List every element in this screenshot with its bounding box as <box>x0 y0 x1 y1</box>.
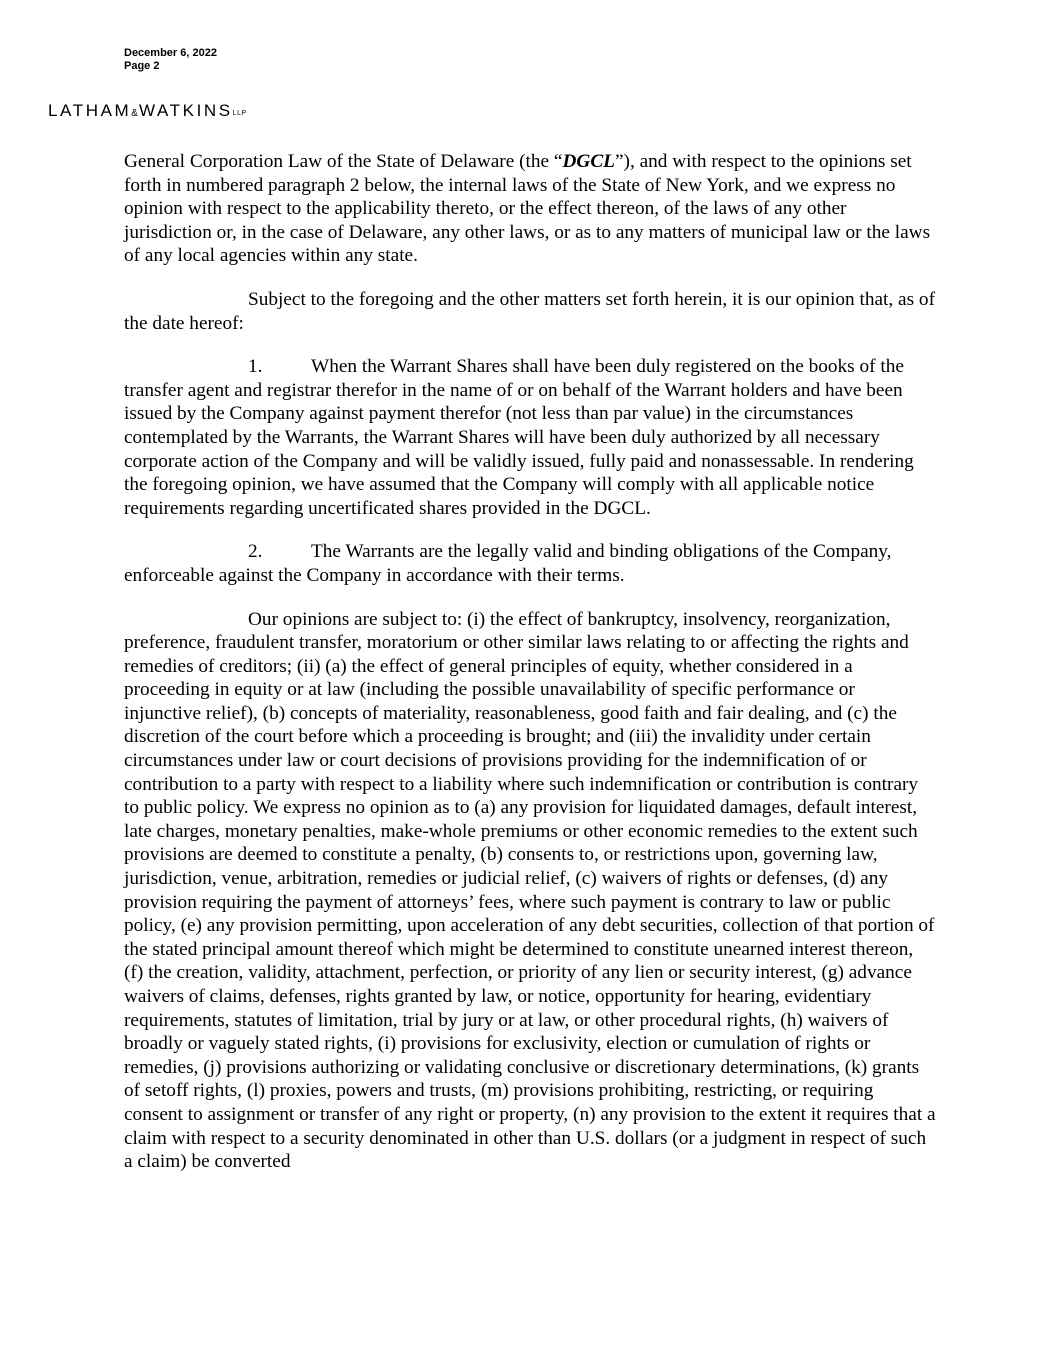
paragraph-number: 1. <box>248 356 263 378</box>
paragraph-text: Subject to the foregoing and the other matters set forth herein, it is our opinion that, as of the date hereof: <box>124 288 935 334</box>
letter-body <box>124 150 936 1194</box>
defined-term-dgcl: DGCL <box>562 151 615 172</box>
header-date: December 6, 2022 <box>124 47 217 59</box>
header-page-number: Page 2 <box>124 60 160 72</box>
paragraph-governing-law <box>124 150 936 268</box>
paragraph-text: Our opinions are subject to: (i) the effect of bankruptcy, insolvency, reorganization, preference, fraudulent transfer, moratorium or other similar laws relating to or affecting the rights and remedies of creditors; (ii) (a) the effect of general principles of equity, whether considered in a proceeding in equity or at law (including the possible unavailability of specific performance or injunctive relief), (b) concepts of materiality, reasonableness, good faith and fair dealing, and (c) the discretion of the court before which a proceeding is brought; and (iii) the invalidity under certain circumstances under law or court decisions of provisions providing for the indemnification of or contribution to a party with respect to a liability where such indemnification or contribution is contrary to public policy. We express no opinion as to (a) any provision for liquidated damages, default interest, late charges, monetary penalties, make-whole premiums or other economic remedies to the extent such provisions are deemed to constitute a penalty, (b) consents to, or restrictions upon, governing law, jurisdiction, venue, arbitration, remedies or judicial relief, (c) waivers of rights or defenses, (d) any provision requiring the payment of attorneys’ fees, where such payment is contrary to law or public policy, (e) any provision permitting, upon acceleration of any debt securities, collection of that portion of the stated principal amount thereof which might be determined to constitute unearned interest thereon, (f) the creation, validity, attachment, perfection, or priority of any lien or security interest, (g) advance waivers of claims, defenses, rights granted by law, or notice, opportunity for hearing, evidentiary requirements, statutes of limitation, trial by jury or at law, or other procedural rights, (h) waivers of broadly or vaguely stated rights, (i) provisions for exclusivity, election or cumulation of rights or remedies, (j) provisions authorizing or validating conclusive or discretionary determinations, (k) grants of setoff rights, (l) proxies, powers and trusts, (m) provisions prohibiting, restricting, or requiring consent to assignment or transfer of any right or property, (n) any provision to the extent it requires that a claim with respect to a security denominated in other than U.S. dollars (or a judgment in respect of such a claim) be converted <box>124 608 936 1173</box>
logo-name-part1: LATHAM <box>48 101 132 120</box>
letter-header <box>124 47 217 73</box>
paragraph-text: When the Warrant Shares shall have been duly registered on the books of the transfer agent and registrar therefor in the name of or on behalf of the Warrant holders and have been issued by the Company against payment therefor (not less than par value) in the circumstances contemplated by the Warrants, the Warrant Shares will have been duly authorized by all necessary corporate action of the Company and will be validly issued, fully paid and nonassessable. In rendering the foregoing opinion, we have assumed that the Company will comply with all applicable notice requirements regarding uncertificated shares provided in the DGCL. <box>124 356 914 519</box>
paragraph-text: General Corporation Law of the State of Delaware (the “ <box>124 151 563 172</box>
firm-logo <box>48 101 247 124</box>
paragraph-number: 2. <box>248 541 263 563</box>
logo-ampersand: & <box>131 108 138 119</box>
logo-name-part2: WATKINS <box>138 101 233 120</box>
paragraph-opinion-2 <box>124 540 936 587</box>
paragraph-text: The Warrants are the legally valid and binding obligations of the Company, enforceable against the Company in accordance with their terms. <box>124 541 892 586</box>
logo-suffix: LLP <box>232 110 247 117</box>
paragraph-opinion-intro <box>124 288 936 335</box>
paragraph-qualifications <box>124 608 936 1174</box>
paragraph-text: ”), and with respect to the opinions set forth in numbered paragraph 2 below, the internal laws of the State of New York, and we express no opinion with respect to the applicability thereto, or the effect thereon, of the laws of any other jurisdiction or, in the case of Delaware, any other laws, or as to any matters of municipal law or the laws of any local agencies within any state. <box>124 151 931 267</box>
paragraph-opinion-1 <box>124 355 936 520</box>
